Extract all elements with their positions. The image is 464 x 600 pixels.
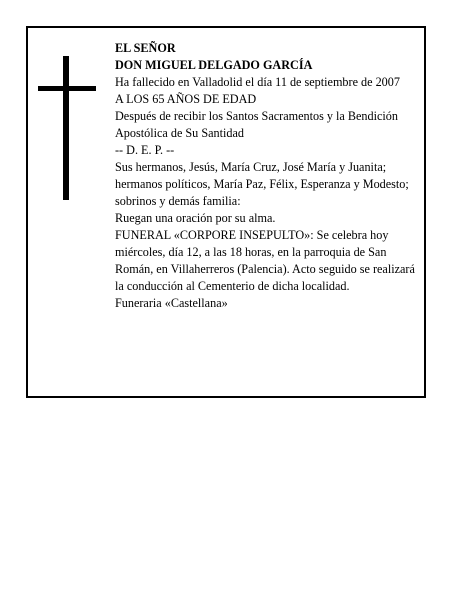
sacraments-statement: Después de recibir los Santos Sacramentos y la Bendición Apostólica de Su Santidad [115, 109, 398, 140]
age-statement: A LOS 65 AÑOS DE EDAD [115, 92, 257, 106]
family-statement: Sus hermanos, Jesús, María Cruz, José María y Juanita; hermanos políticos, María Paz, Félix, Esperanza y Modesto; sobrinos y demás familia: [115, 160, 409, 208]
cross-horizontal-bar [38, 86, 96, 91]
rip-line: -- D. E. P. -- [115, 143, 175, 157]
death-statement: Ha fallecido en Valladolid el día 11 de septiembre de 2007 [115, 75, 400, 89]
funeral-home: Funeraria «Castellana» [115, 296, 228, 310]
cross-icon [38, 56, 96, 200]
obituary-notice [26, 26, 426, 398]
cross-vertical-bar [63, 56, 69, 200]
obituary-text [115, 40, 425, 312]
deceased-name: DON MIGUEL DELGADO GARCÍA [115, 58, 313, 72]
funeral-details: FUNERAL «CORPORE INSEPULTO»: Se celebra hoy miércoles, día 12, a las 18 horas, en la parroquia de San Román, en Villaherreros (Palencia). Acto seguido se realizará la conducción al Cementerio de dicha localidad. [115, 228, 415, 293]
prayer-request: Ruegan una oración por su alma. [115, 211, 276, 225]
notice-title: EL SEÑOR [115, 41, 176, 55]
